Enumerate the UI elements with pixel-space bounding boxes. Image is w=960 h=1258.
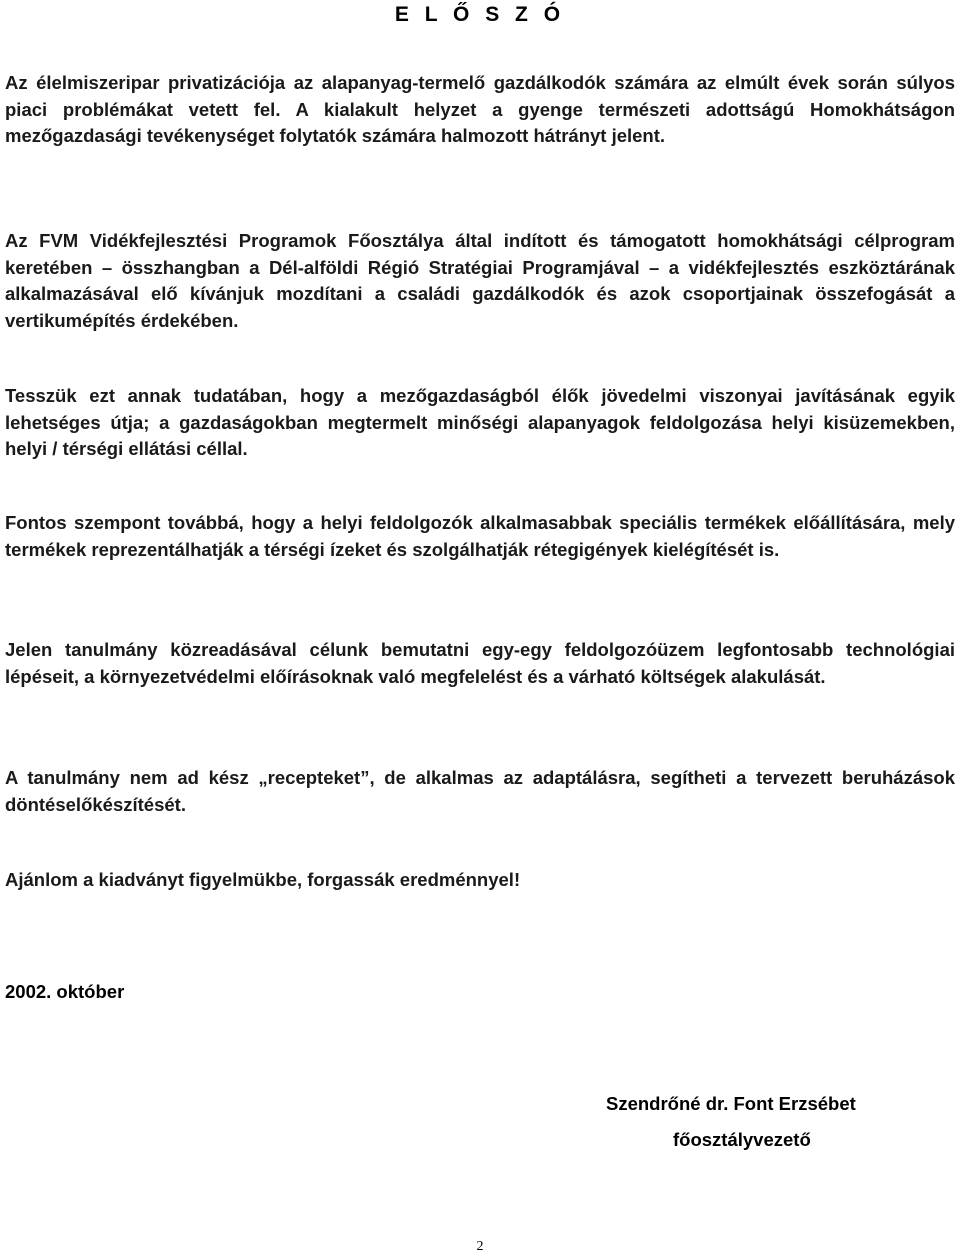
paragraph-5: Jelen tanulmány közreadásával célunk bemutatni egy-egy feldolgozóüzem legfontosabb technológiai lépéseit, a környezetvédelmi előírásoknak való megfelelést és a várható költségek alakulását. — [5, 639, 955, 687]
paragraph-7: Ajánlom a kiadványt figyelmükbe, forgassák eredménnyel! — [5, 869, 521, 890]
document-date: 2002. október — [5, 981, 125, 1002]
paragraph-3: Tesszük ezt annak tudatában, hogy a mezőgazdaságból élők jövedelmi viszonyai javításának egyik lehetséges útja; a gazdaságokban megtermelt minőségi alapanyagok feldolgozása helyi kisüzemekben, helyi / térségi ellátási céllal. — [5, 385, 955, 460]
paragraph-4: Fontos szempont továbbá, hogy a helyi feldolgozók alkalmasabbak speciális termékek előállítására, mely termékek reprezentálhatják a térségi ízeket és szolgálhatják rétegigények kielégítését is. — [5, 512, 955, 560]
paragraph-2: Az FVM Vidékfejlesztési Programok Főosztálya által indított és támogatott homokhátsági célprogram keretében – összhangban a Dél-alföldi Régió Stratégiai Programjával – a vidékfejlesztés eszköztárának alkalmazásával elő kívánjuk mozdítani a családi gazdálkodók és azok csoportjainak összefogását a vertikumépítés érdekében. — [5, 230, 955, 331]
page-title: E L Ő S Z Ó — [394, 3, 566, 26]
page-number: 2 — [476, 1239, 484, 1254]
signer-name: Szendrőné dr. Font Erzsébet — [606, 1093, 856, 1114]
paragraph-6: A tanulmány nem ad kész „recepteket”, de alkalmas az adaptálásra, segítheti a tervezett beruházások döntéselőkészítését. — [5, 767, 955, 815]
paragraph-1: Az élelmiszeripar privatizációja az alapanyag-termelő gazdálkodók számára az elmúlt évek során súlyos piaci problémákat vetett fel. A kialakult helyzet a gyenge természeti adottságú Homokhátságon mezőgazdasági tevékenységet folytatók számára halmozott hátrányt jelent. — [5, 72, 955, 147]
signer-title: főosztályvezető — [673, 1129, 811, 1150]
